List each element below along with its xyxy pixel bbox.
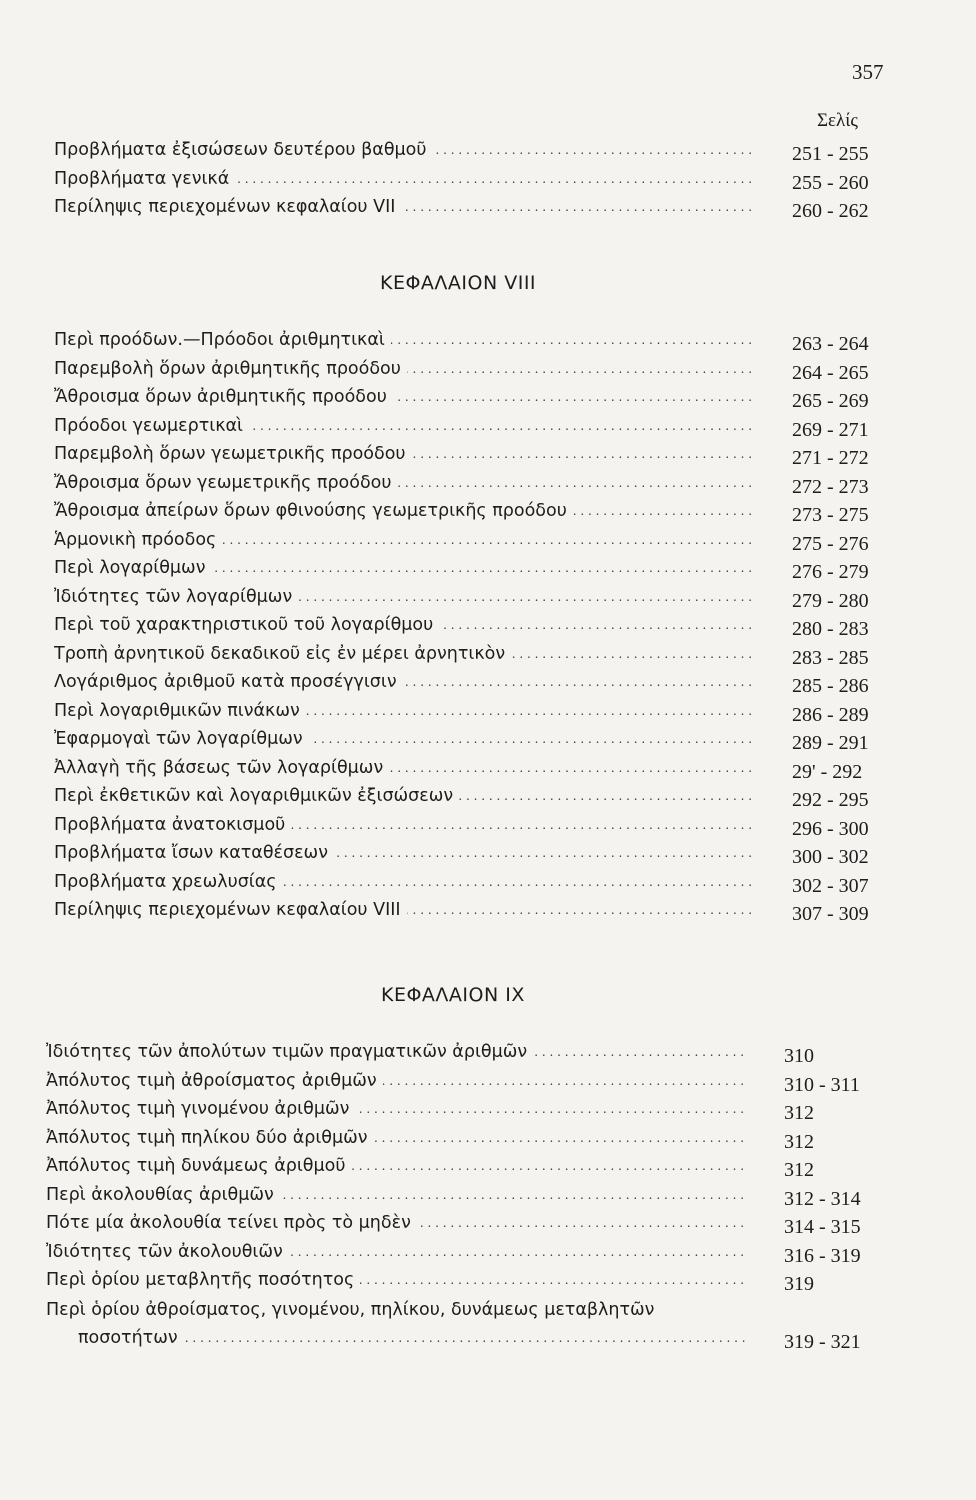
toc-entry-title: Τροπὴ ἀρνητικοῦ δεκαδικοῦ εἰς ἐν μέρει ἀρνητικὸν bbox=[54, 644, 511, 664]
toc-entry bbox=[54, 839, 888, 868]
toc-entry bbox=[46, 1095, 880, 1124]
toc-entry bbox=[54, 868, 888, 897]
toc-entry-title: Λογάριθμος ἀριθμοῦ κατὰ προσέγγισιν bbox=[54, 672, 403, 692]
toc-entry bbox=[54, 440, 888, 469]
toc-entry-pages: 260 - 262 bbox=[792, 200, 869, 222]
toc-entry bbox=[54, 554, 888, 583]
toc-entry-title: Περὶ λογαριθμικῶν πινάκων bbox=[54, 701, 306, 721]
toc-entry bbox=[54, 754, 888, 783]
toc-entry-title: Ἰδιότητες τῶν ἀκολουθιῶν bbox=[46, 1242, 289, 1262]
toc-entry-title: Προβλήματα ἴσων καταθέσεων bbox=[54, 843, 334, 863]
toc-entry-title: Πότε μία ἀκολουθία τείνει πρὸς τὸ μηδὲν bbox=[46, 1213, 417, 1233]
toc-entry-pages: 271 - 272 bbox=[792, 447, 869, 469]
toc-entry-title: Ἰδιότητες τῶν ἀπολύτων τιμῶν πραγματικῶν ἀριθμῶν bbox=[46, 1042, 533, 1062]
toc-entry-pages: 312 bbox=[784, 1130, 814, 1153]
toc-entry-title: Προβλήματα ἀνατοκισμοῦ bbox=[54, 815, 291, 835]
toc-entry-title: Ἄθροισμα ἀπείρων ὅρων φθινούσης γεωμετρικῆς προόδου bbox=[54, 501, 573, 521]
toc-entry-title-line1: Περὶ ὁρίου ἀθροίσματος, γινομένου, πηλίκου, δυνάμεως μεταβλητῶν bbox=[46, 1300, 655, 1320]
toc-entry-title: Ἀπόλυτος τιμὴ πηλίκου δύο ἀριθμῶν bbox=[46, 1128, 374, 1148]
toc-entry-pages: 312 - 314 bbox=[784, 1187, 861, 1210]
toc-entry-pages: 319 bbox=[784, 1273, 814, 1295]
toc-entry-title: Ἀπόλυτος τιμὴ ἀθροίσματος ἀριθμῶν bbox=[46, 1071, 383, 1091]
toc-entry-pages: 280 - 283 bbox=[792, 618, 869, 640]
toc-entry-pages: 251 - 255 bbox=[792, 143, 869, 165]
toc-entry-pages: 285 - 286 bbox=[792, 675, 869, 697]
toc-entry-title: Περίληψις περιεχομένων κεφαλαίου VIII bbox=[54, 900, 407, 920]
toc-entry-pages: 283 - 285 bbox=[792, 646, 869, 669]
toc-entry-pages: 310 - 311 bbox=[784, 1073, 860, 1096]
toc-entry-pages: 316 - 319 bbox=[784, 1244, 861, 1267]
toc-entry-title: Παρεμβολὴ ὅρων ἀριθμητικῆς προόδου bbox=[54, 359, 407, 379]
toc-entry bbox=[54, 668, 888, 697]
toc-entry-title: Περὶ λογαρίθμων bbox=[54, 558, 211, 578]
toc-entry-pages: 310 bbox=[784, 1045, 814, 1067]
toc-entry bbox=[54, 611, 888, 640]
toc-entry bbox=[54, 640, 888, 669]
toc-entry-pages: 296 - 300 bbox=[792, 817, 869, 840]
toc-entry-title: Περὶ προόδων.—Πρόοδοι ἀριθμητικαὶ bbox=[54, 330, 391, 350]
toc-entry bbox=[54, 165, 888, 194]
toc-entry bbox=[46, 1296, 880, 1352]
toc-entry bbox=[54, 326, 888, 355]
toc-entry-title: Προβλήματα γενικά bbox=[54, 169, 235, 189]
toc-entry bbox=[46, 1266, 880, 1295]
toc-entry-title: Προβλήματα χρεωλυσίας bbox=[54, 872, 283, 892]
toc-entry-pages: 302 - 307 bbox=[792, 874, 869, 897]
toc-entry bbox=[54, 497, 888, 526]
toc-entry-pages: 29' - 292 bbox=[792, 760, 863, 783]
toc-entry-title: Παρεμβολὴ ὅρων γεωμετρικῆς προόδου bbox=[54, 444, 412, 464]
toc-entry bbox=[46, 1238, 880, 1267]
toc-entry-title: Ἰδιότητες τῶν λογαρίθμων bbox=[54, 587, 298, 607]
toc-entry-pages: 276 - 279 bbox=[792, 561, 869, 583]
toc-entry bbox=[54, 526, 888, 555]
toc-entry bbox=[46, 1209, 880, 1238]
toc-section-c bbox=[46, 1038, 880, 1295]
toc-entry-pages: 264 - 265 bbox=[792, 361, 869, 384]
toc-entry bbox=[46, 1067, 880, 1096]
toc-entry-title: Ἀπόλυτος τιμὴ γινομένου ἀριθμῶν bbox=[46, 1099, 355, 1119]
page-number: 357 bbox=[852, 60, 884, 84]
toc-entry-title: Ἐφαρμογαὶ τῶν λογαρίθμων bbox=[54, 729, 309, 749]
toc-entry bbox=[54, 811, 888, 840]
toc-entry bbox=[46, 1181, 880, 1210]
toc-entry bbox=[54, 725, 888, 754]
toc-entry bbox=[46, 1124, 880, 1153]
toc-entry-pages: 273 - 275 bbox=[792, 504, 869, 526]
toc-entry bbox=[54, 583, 888, 612]
toc-entry-pages: 263 - 264 bbox=[792, 333, 869, 355]
toc-entry-title: Περίληψις περιεχομένων κεφαλαίου VII bbox=[54, 197, 401, 217]
toc-entry bbox=[54, 355, 888, 384]
toc-entry-title: Περὶ ἀκολουθίας ἀριθμῶν bbox=[46, 1185, 280, 1205]
toc-entry-pages: 269 - 271 bbox=[792, 418, 869, 441]
toc-entry-pages: 312 bbox=[784, 1159, 814, 1181]
toc-entry-pages: 319 - 321 bbox=[784, 1331, 861, 1353]
toc-entry bbox=[46, 1038, 880, 1067]
toc-entry-pages: 312 bbox=[784, 1102, 814, 1124]
toc-entry-pages: 292 - 295 bbox=[792, 789, 869, 811]
toc-entry-title: Ἁρμονικὴ πρόοδος bbox=[54, 530, 222, 550]
chapter-heading-viii: ΚΕΦΑΛΑΙΟΝ VIII bbox=[380, 272, 537, 294]
toc-section-a bbox=[54, 136, 888, 222]
toc-entry bbox=[54, 896, 888, 925]
toc-entry-pages: 300 - 302 bbox=[792, 846, 869, 868]
toc-entry-pages: 286 - 289 bbox=[792, 703, 869, 726]
toc-entry bbox=[54, 136, 888, 165]
toc-entry-pages: 289 - 291 bbox=[792, 732, 869, 754]
toc-entry-title: Πρόοδοι γεωμερτικαὶ bbox=[54, 416, 249, 436]
toc-entry-title: Ἄθροισμα ὅρων ἀριθμητικῆς προόδου bbox=[54, 387, 393, 407]
toc-entry-title: Περὶ ὁρίου μεταβλητῆς ποσότητος bbox=[46, 1270, 360, 1290]
toc-entry bbox=[54, 383, 888, 412]
toc-entry-title: Προβλήματα ἐξισώσεων δευτέρου βαθμοῦ bbox=[54, 140, 433, 160]
toc-entry-title: Περὶ τοῦ χαρακτηριστικοῦ τοῦ λογαρίθμου bbox=[54, 615, 439, 635]
toc-entry-pages: 307 - 309 bbox=[792, 903, 869, 925]
toc-entry-title-line2: ποσοτήτων bbox=[78, 1328, 184, 1348]
toc-entry bbox=[46, 1152, 880, 1181]
toc-entry-title: Ἀπόλυτος τιμὴ δυνάμεως ἀριθμοῦ bbox=[46, 1156, 351, 1176]
toc-entry-pages: 265 - 269 bbox=[792, 390, 869, 412]
toc-entry-pages: 314 - 315 bbox=[784, 1216, 861, 1238]
toc-entry bbox=[54, 193, 888, 222]
toc-entry-pages: 272 - 273 bbox=[792, 475, 869, 498]
toc-entry bbox=[54, 412, 888, 441]
chapter-heading-ix: ΚΕΦΑΛΑΙΟΝ IX bbox=[381, 984, 525, 1006]
toc-entry bbox=[54, 782, 888, 811]
toc-entry-title: Ἀλλαγὴ τῆς βάσεως τῶν λογαρίθμων bbox=[54, 758, 389, 778]
toc-last-entry bbox=[46, 1296, 880, 1352]
toc-entry-pages: 255 - 260 bbox=[792, 171, 869, 194]
pages-column-label: Σελίς bbox=[817, 110, 858, 131]
toc-entry-pages: 275 - 276 bbox=[792, 532, 869, 555]
toc-entry-title: Περὶ ἐκθετικῶν καὶ λογαριθμικῶν ἐξισώσεων bbox=[54, 786, 459, 806]
toc-entry-pages: 279 - 280 bbox=[792, 589, 869, 612]
toc-entry-title: Ἄθροισμα ὅρων γεωμετρικῆς προόδου bbox=[54, 473, 398, 493]
toc-entry bbox=[54, 469, 888, 498]
toc-section-b bbox=[54, 326, 888, 925]
toc-entry bbox=[54, 697, 888, 726]
